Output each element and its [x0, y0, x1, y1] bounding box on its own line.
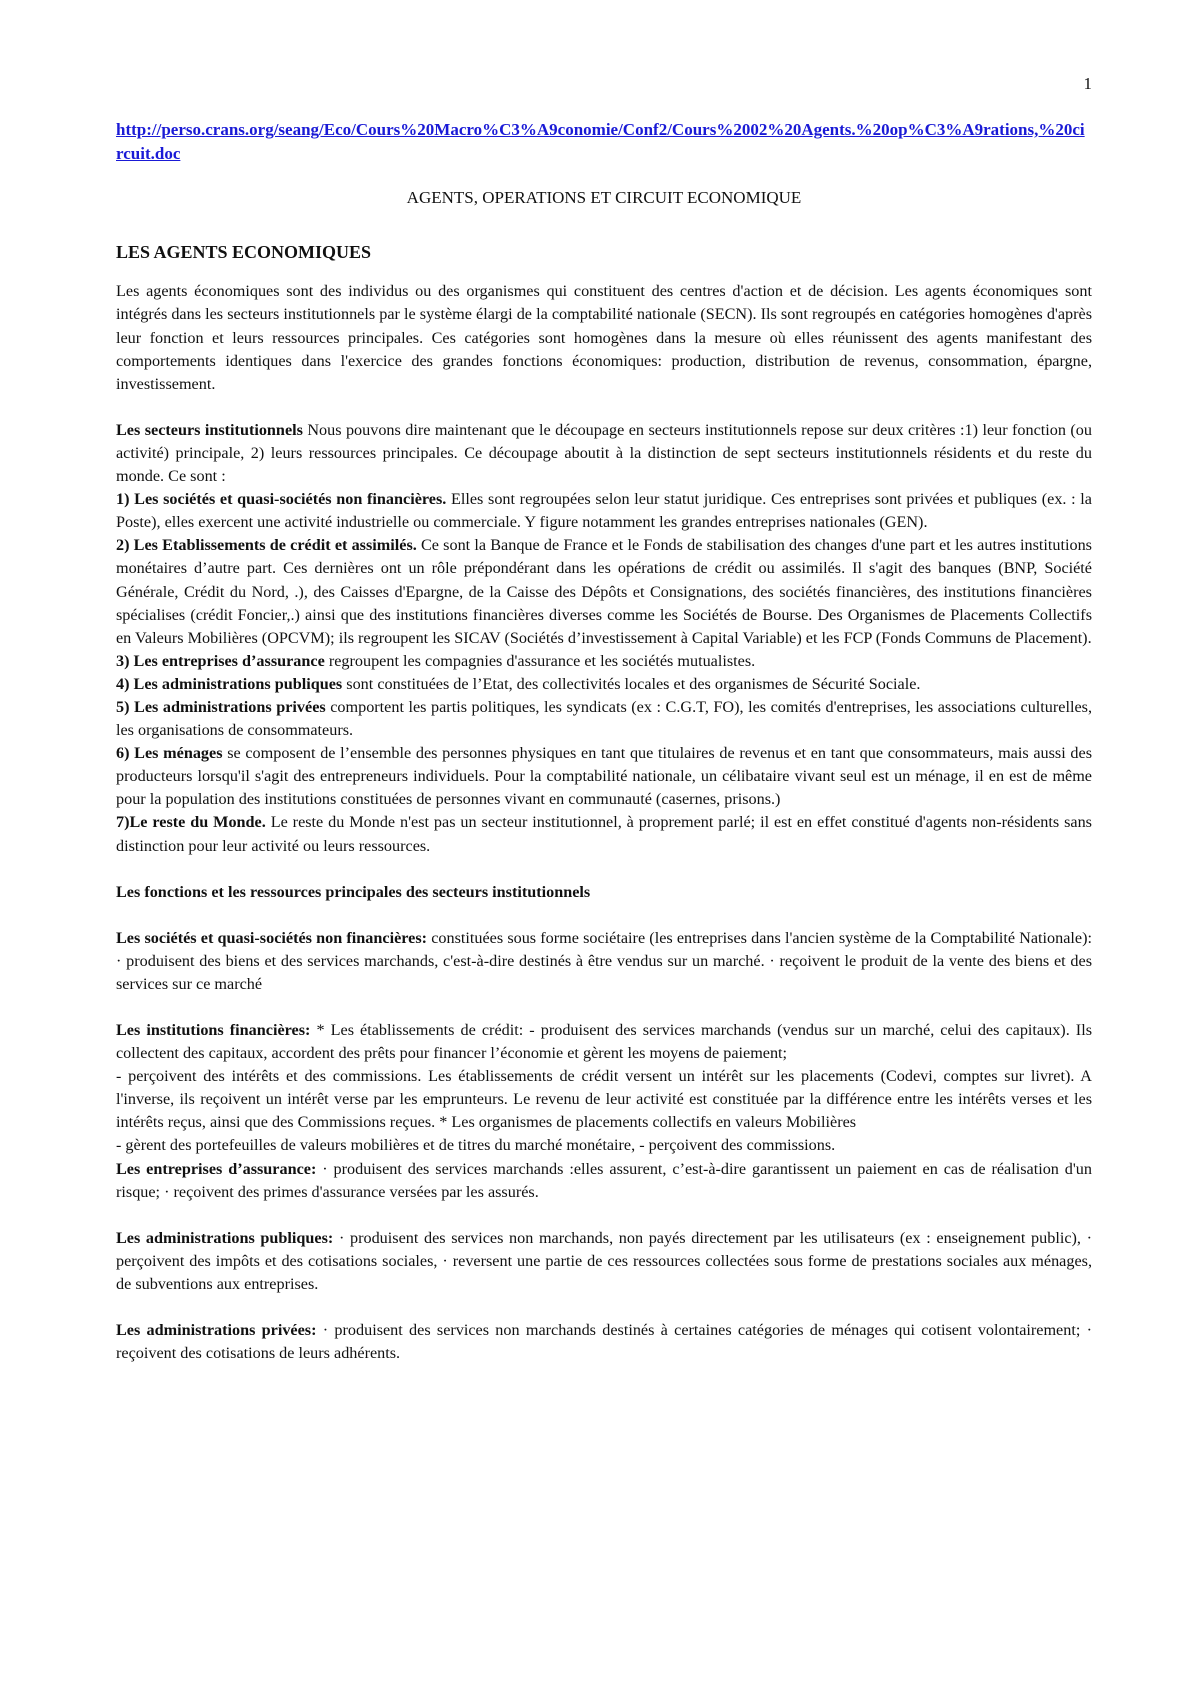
section-title: LES AGENTS ECONOMIQUES [116, 242, 372, 263]
function-paragraph: Les entreprises d’assurance: · produisent des services marchands :elles assurent, c’est-à-dire garantissent un paiement en cas de réalisation d'un risque; · reçoivent des primes d'assurance versées par les assurés. [116, 1159, 1092, 1201]
document-title: AGENTS, OPERATIONS ET CIRCUIT ECONOMIQUE [406, 188, 802, 208]
sector-item: 2) Les Etablissements de crédit et assimilés. Ce sont la Banque de France et le Fonds de stabilisation des changes d'une part et les autres institutions monétaires d’autre part. Ces dernières ont un rôle prépondérant dans les opérations de crédit ou assimilés. Il s'agit des banques (BNP, Société Générale, Crédit du Nord, .), des Caisses d'Epargne, de la Caisse des Dépôts et Consignations, des sociétés financières, des institutions financières spécialises (crédit Foncier,.) ainsi que des institutions financières diverses comme les Sociétés de Bourse. Des Organismes de Placements Collectifs en Valeurs Mobilières (OPCVM); ils regroupent les SICAV (Sociétés d’investissement à Capital Variable) et les FCP (Fonds Communs de Placement). [116, 536, 1092, 647]
sectors-lead: Les secteurs institutionnels [116, 420, 303, 439]
function-paragraph: Les administrations privées: · produisent des services non marchands destinés à certaines catégories de ménages qui cotisent volontairement; · reçoivent des cotisations de leurs adhérents. [116, 1321, 1092, 1363]
functions-title: Les fonctions et les ressources principales des secteurs institutionnels [116, 882, 591, 901]
function-paragraph: - perçoivent des intérêts et des commissions. Les établissements de crédit versent un intérêt sur les placements (Codevi, comptes sur livret). A l'inverse, ils reçoivent un intérêt verse par les emprunteurs. Le revenu de leur activité est constituée par la différence entre les intérêts verses et les intérêts reçus, ainsi que des Commissions reçues. * Les organismes de placements collectifs en valeurs Mobilières [116, 1067, 1092, 1132]
sector-list [116, 488, 1092, 858]
sectors-intro: Les secteurs institutionnels Nous pouvons dire maintenant que le découpage en secteurs institutionnels repose sur deux critères :1) leur fonction (ou activité) principale, 2) leurs ressources principales. Ce découpage aboutit à la distinction de sept secteurs institutionnels résidents et du reste du monde. Ce sont : [116, 420, 1092, 486]
sector-item: 1) Les sociétés et quasi-sociétés non financières. Elles sont regroupées selon leur statut juridique. Ces entreprises sont privées et publiques (ex. : la Poste), elles exercent une activité industrielle ou commerciale. Y figure notamment les grandes entreprises nationales (GEN). [116, 490, 1092, 532]
document-body [116, 118, 1092, 1365]
function-paragraph: Les institutions financières: * Les établissements de crédit: - produisent des services marchands (vendus sur un marché, celui des capitaux). Ils collectent des capitaux, accordent des prêts pour financer l’économie et gèrent les moyens de paiement; [116, 1021, 1092, 1063]
sector-item: 4) Les administrations publiques sont constituées de l’Etat, des collectivités locales et des organismes de Sécurité Sociale. [116, 674, 921, 693]
source-link[interactable]: http://perso.crans.org/seang/Eco/Cours%20Macro%C3%A9conomie/Conf2/Cours%2002%20Agents.%20op%C3%A9rations,%20circuit.doc [116, 120, 1085, 164]
sector-item: 3) Les entreprises d’assurance regroupent les compagnies d'assurance et les sociétés mutualistes. [116, 651, 756, 670]
sector-item: 6) Les ménages se composent de l’ensemble des personnes physiques en tant que titulaires de revenus et en tant que consommateurs, mais aussi des producteurs lorsqu'il s'agit des entrepreneurs individuels. Pour la comptabilité nationale, un célibataire vivant seul est un ménage, il en est de même pour la population des institutions constituées de personnes vivant en communauté (casernes, prisons.) [116, 744, 1092, 809]
functions-list [116, 927, 1092, 1366]
function-paragraph: - gèrent des portefeuilles de valeurs mobilières et de titres du marché monétaire, - perçoivent des commissions. [116, 1136, 836, 1155]
sector-item: 7)Le reste du Monde. Le reste du Monde n'est pas un secteur institutionnel, à proprement parlé; il est en effet constitué d'agents non-résidents sans distinction pour leur activité ou leurs ressources. [116, 813, 1092, 855]
function-paragraph: Les administrations publiques: · produisent des services non marchands, non payés directement par les utilisateurs (ex : enseignement public), · perçoivent des impôts et des cotisations sociales, · reversent une partie de ces ressources collectées sous forme de prestations sociales aux ménages, de subventions aux entreprises. [116, 1228, 1092, 1293]
sector-item: 5) Les administrations privées comportent les partis politiques, les syndicats (ex : C.G.T, FO), les comités d'entreprises, les associations culturelles, les organisations de consommateurs. [116, 697, 1092, 740]
intro-paragraph: Les agents économiques sont des individus ou des organismes qui constituent des centres d'action et de décision. Les agents économiques sont intégrés dans les secteurs institutionnels par le système élargi de la comptabilité nationale (SECN). Ils sont regroupés en catégories homogènes d'après leur fonction et leurs ressources principales. Ces catégories sont homogènes dans la mesure où elles réunissent des agents manifestant des comportements identiques dans l'exercice des grandes fonctions économiques: production, distribution de revenus, consommation, épargne, investissement. [116, 282, 1092, 393]
function-paragraph: Les sociétés et quasi-sociétés non financières: constituées sous forme sociétaire (les entreprises dans l'ancien système de la Comptabilité Nationale): · produisent des biens et des services marchands, c'est-à-dire destinés à être vendus sur un marché. · reçoivent le produit de la vente des biens et des services sur ce marché [116, 928, 1092, 993]
page-number: 1 [1083, 74, 1092, 93]
